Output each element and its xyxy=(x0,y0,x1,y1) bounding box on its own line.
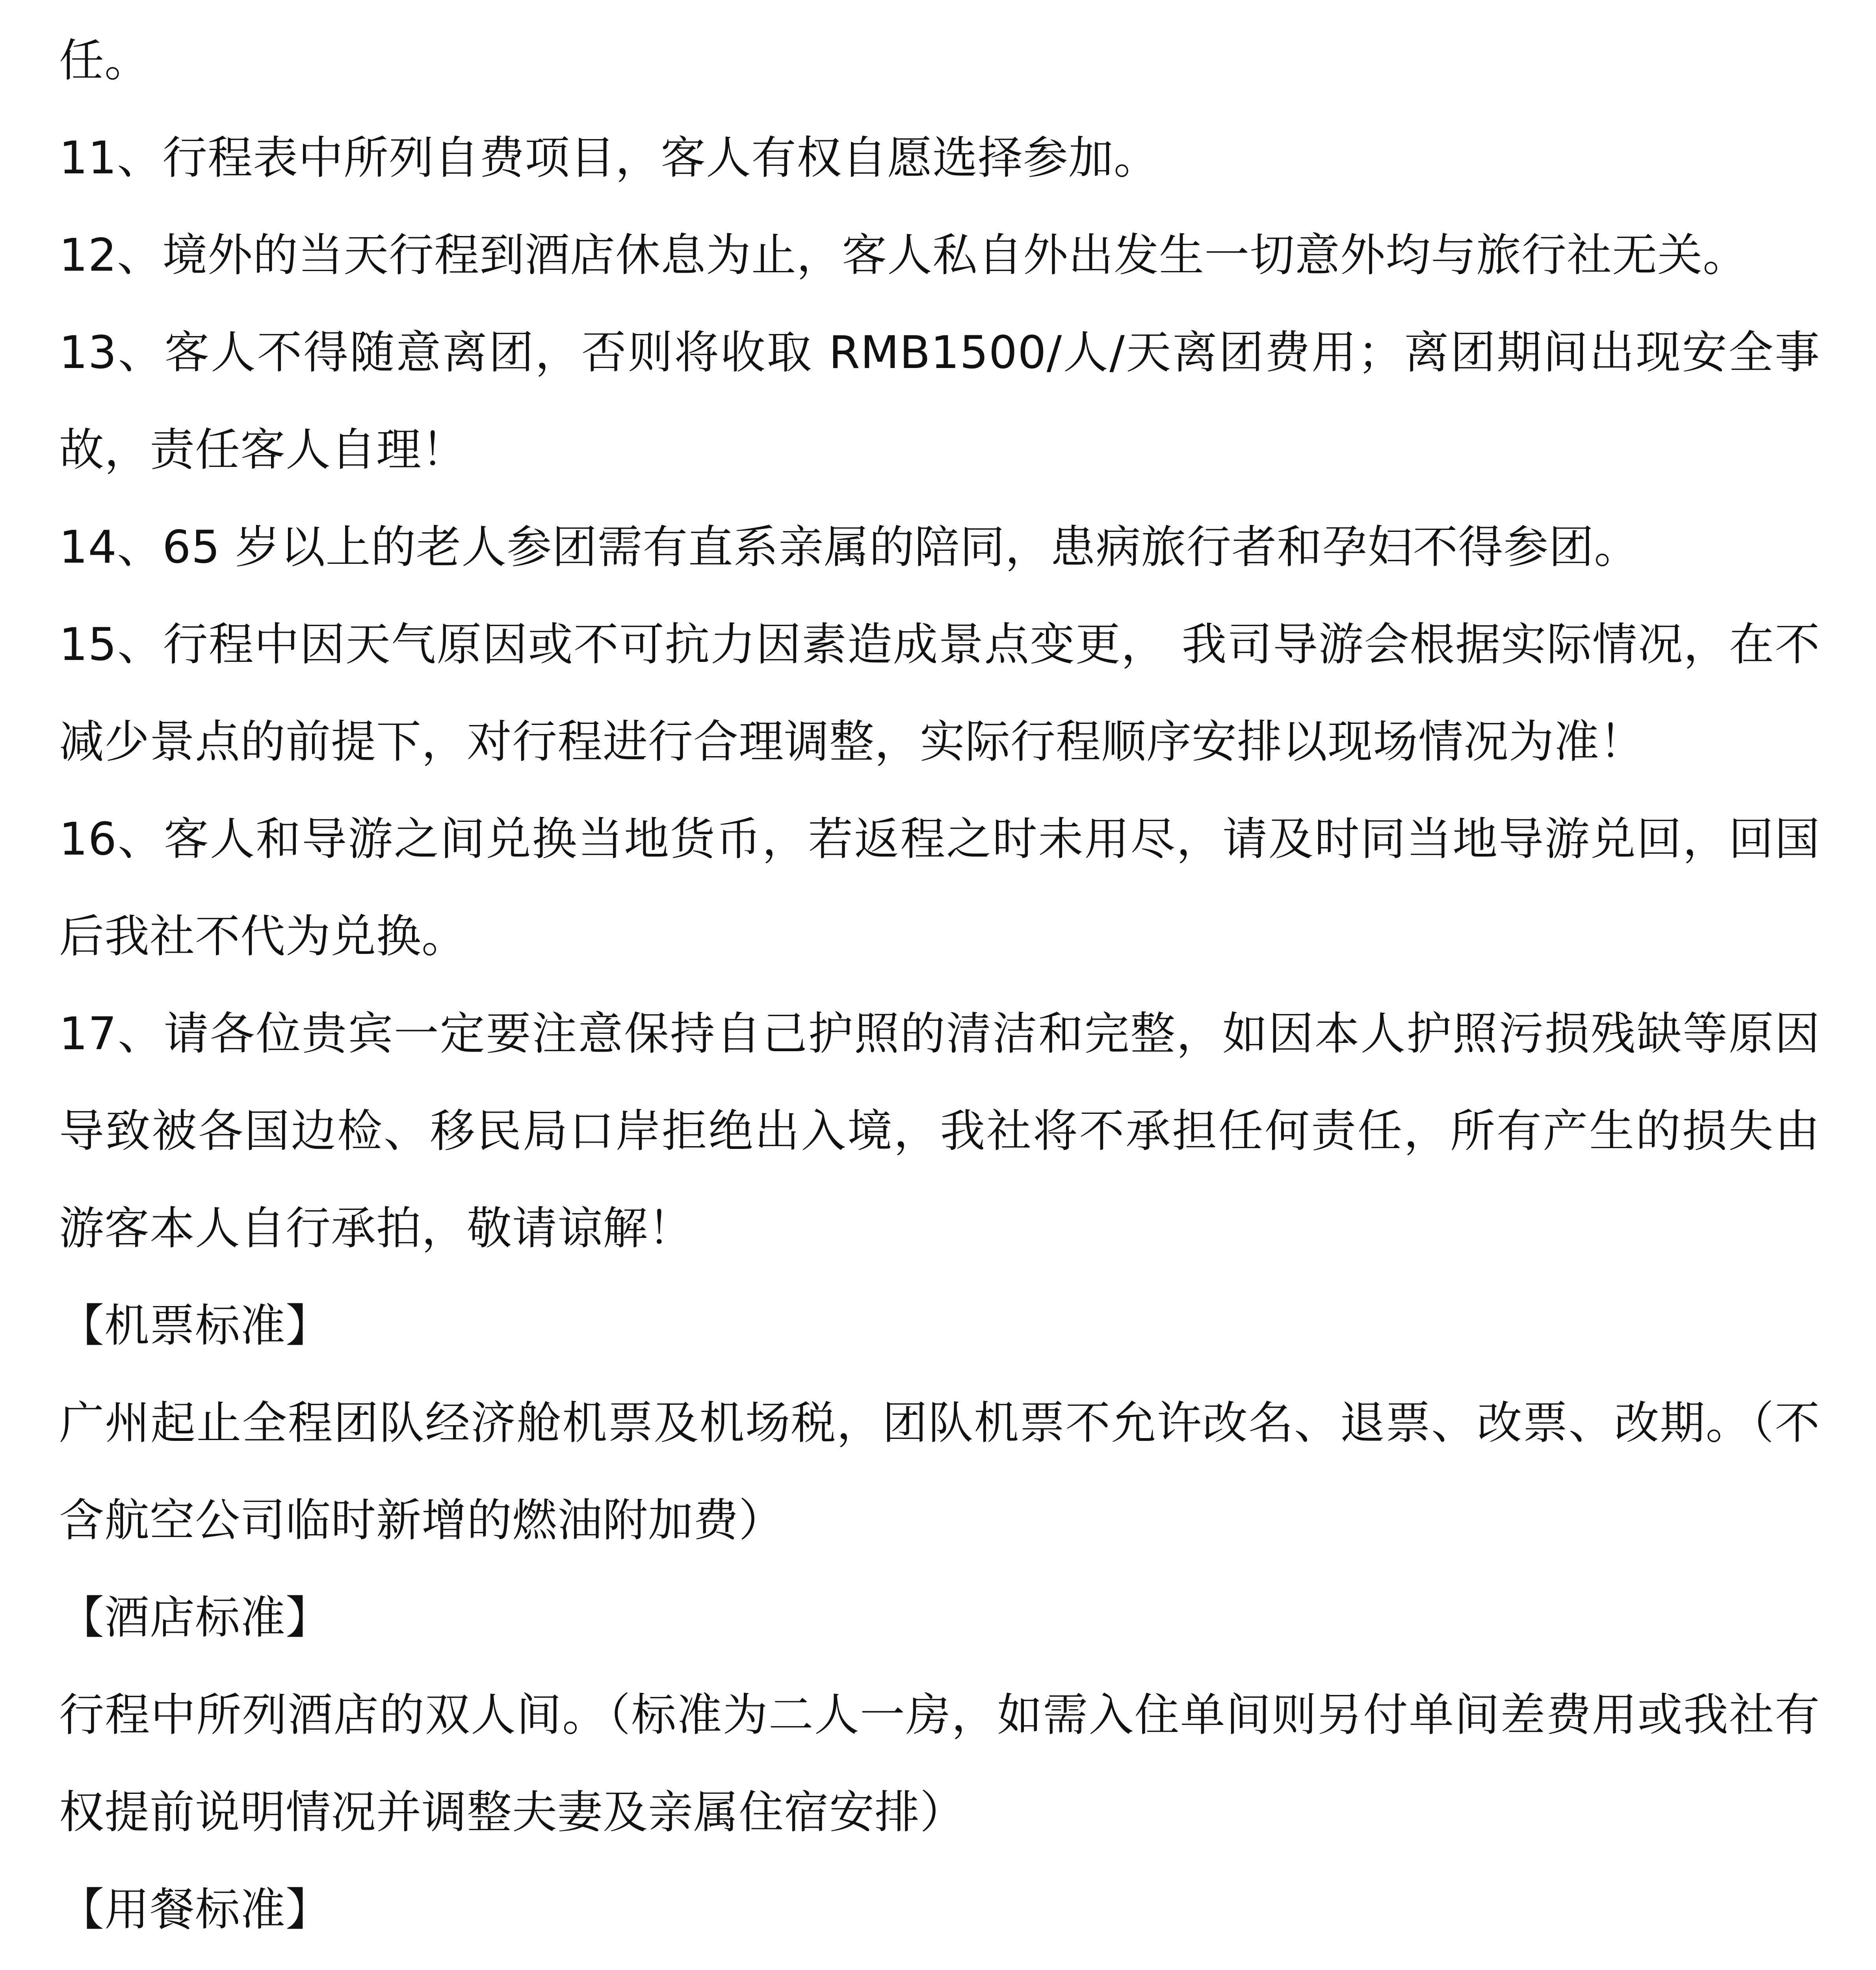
rule-13: 13、客人不得随意离团，否则将收取 RMB1500/人/天离团费用；离团期间出现安全事故，责任客人自理！ xyxy=(59,326,1820,476)
rule-11: 11、行程表中所列自费项目，客人有权自愿选择参加。 xyxy=(59,132,1159,184)
document-body xyxy=(59,12,1820,1970)
paragraph-continuation: 任。 xyxy=(59,34,150,87)
rule-15: 15、行程中因天气原因或不可抗力因素造成景点变更， 我司导游会根据实际情况，在不减少景点的前提下，对行程进行合理调整，实际行程顺序安排以现场情况为准！ xyxy=(59,618,1820,768)
section-heading-hotel: 【酒店标准】 xyxy=(59,1591,331,1644)
meal-standard xyxy=(59,1958,1820,1970)
section-heading-meal: 【用餐标准】 xyxy=(59,1883,331,1936)
section-heading-air-ticket: 【机票标准】 xyxy=(59,1299,331,1352)
rule-16: 16、客人和导游之间兑换当地货币，若返程之时未用尽，请及时同当地导游兑回，回国后我社不代为兑换。 xyxy=(59,813,1820,963)
rule-12: 12、境外的当天行程到酒店休息为止，客人私自外出发生一切意外均与旅行社无关。 xyxy=(59,229,1748,281)
hotel-standard: 行程中所列酒店的双人间。（标准为二人一房，如需入住单间则另付单间差费用或我社有权提前说明情况并调整夫妻及亲属住宿安排） xyxy=(59,1689,1820,1838)
rule-14: 14、65 岁以上的老人参团需有直系亲属的陪同，患病旅行者和孕妇不得参团。 xyxy=(59,521,1640,573)
air-ticket-standard: 广州起止全程团队经济舱机票及机场税，团队机票不允许改名、退票、改票、改期。（不含航空公司临时新增的燃油附加费） xyxy=(59,1397,1820,1546)
rule-17: 17、请各位贵宾一定要注意保持自己护照的清洁和完整，如因本人护照污损残缺等原因导致被各国边检、移民局口岸拒绝出入境，我社将不承担任何责任，所有产生的损失由游客本人自行承拍，敬请谅解！ xyxy=(59,1007,1820,1254)
